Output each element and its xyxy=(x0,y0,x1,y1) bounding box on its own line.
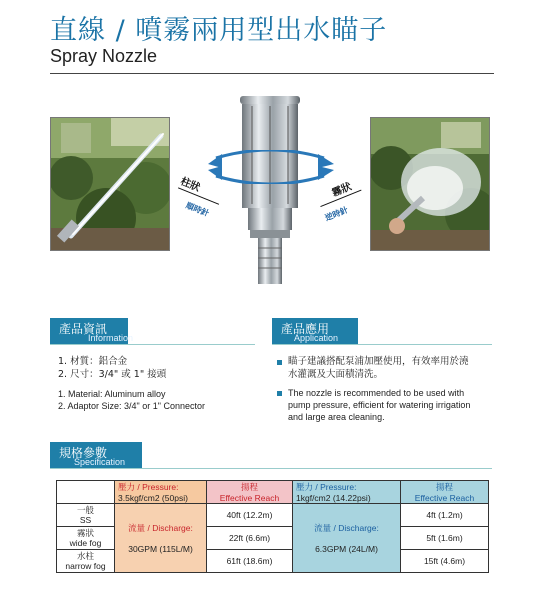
pressure-header-1: 壓力 / Pressure: 3.5kgf/cm2 (50psi) xyxy=(115,481,207,504)
row-label-ss: 一般 SS xyxy=(57,504,115,527)
counterclockwise-text: 逆時針 xyxy=(323,205,350,223)
reach-header-2: 揚程 Effective Reach xyxy=(401,481,489,504)
specification-divider xyxy=(50,468,492,469)
jet-stream-photo xyxy=(50,117,170,251)
application-zh-line-1: 瞄子建議搭配泵浦加壓使用，有效率用於澆 xyxy=(288,356,469,367)
reach-narrow-fog-2: 15ft (4.6m) xyxy=(401,550,489,573)
application-zh-line-2: 水灌溉及大面積清洗。 xyxy=(288,369,384,380)
reach-narrow-fog-1: 61ft (18.6m) xyxy=(207,550,293,573)
rotation-arrows-icon xyxy=(198,150,343,184)
clockwise-text: 順時針 xyxy=(184,200,211,219)
information-heading-en: Information xyxy=(88,333,134,343)
page-subtitle: Spray Nozzle xyxy=(50,46,158,66)
title-divider xyxy=(50,73,494,74)
information-divider xyxy=(50,344,255,345)
empty-header-cell xyxy=(57,481,115,504)
table-row xyxy=(57,504,489,527)
specification-heading-zh: 規格參數 xyxy=(59,446,108,460)
fog-spray-photo xyxy=(370,117,490,251)
reach-wide-fog-1: 22ft (6.6m) xyxy=(207,527,293,550)
application-en-line-3: and large area cleaning. xyxy=(288,412,385,422)
row-label-narrow-fog: 水柱 narrow fog xyxy=(57,550,115,573)
application-heading xyxy=(272,318,358,344)
specification-heading-en: Specification xyxy=(74,457,126,467)
information-heading xyxy=(50,318,134,344)
table-header-row xyxy=(57,481,489,504)
specification-table xyxy=(56,480,489,573)
information-heading-zh: 產品資訊 xyxy=(59,322,108,336)
bullet-icon xyxy=(277,391,282,396)
info-en-line-1: 1. Material: Aluminum alloy xyxy=(58,389,166,399)
reach-ss-1: 40ft (12.2m) xyxy=(207,504,293,527)
info-zh-line-2: 2. 尺寸：3/4" 或 1" 接頭 xyxy=(58,369,167,380)
reach-wide-fog-2: 5ft (1.6m) xyxy=(401,527,489,550)
info-en-line-2: 2. Adaptor Size: 3/4" or 1" Connector xyxy=(58,401,205,411)
discharge-cell-2: 流量 / Discharge: 6.3GPM (24L/M) xyxy=(293,504,401,573)
application-heading-en: Application xyxy=(294,333,339,343)
page-title: 直線 / 噴霧兩用型出水瞄子 xyxy=(50,15,388,46)
discharge-cell-1: 流量 / Discharge: 30GPM (115L/M) xyxy=(115,504,207,573)
reach-header-1: 揚程 Effective Reach xyxy=(207,481,293,504)
application-divider xyxy=(272,344,492,345)
application-en-line-2: pump pressure, efficient for watering irrigation xyxy=(288,400,471,410)
application-en-line-1: The nozzle is recommended to be used with xyxy=(288,388,465,398)
info-zh-line-1: 1. 材質：鋁合金 xyxy=(58,356,128,367)
fog-mode-text: 霧狀 xyxy=(330,181,354,200)
bullet-icon xyxy=(277,360,282,365)
reach-ss-2: 4ft (1.2m) xyxy=(401,504,489,527)
jet-mode-text: 柱狀 xyxy=(178,176,202,194)
specification-heading xyxy=(50,442,142,468)
pressure-header-2: 壓力 / Pressure: 1kgf/cm2 (14.22psi) xyxy=(293,481,401,504)
row-label-wide-fog: 霧狀 wide fog xyxy=(57,527,115,550)
application-heading-zh: 產品應用 xyxy=(281,322,330,336)
